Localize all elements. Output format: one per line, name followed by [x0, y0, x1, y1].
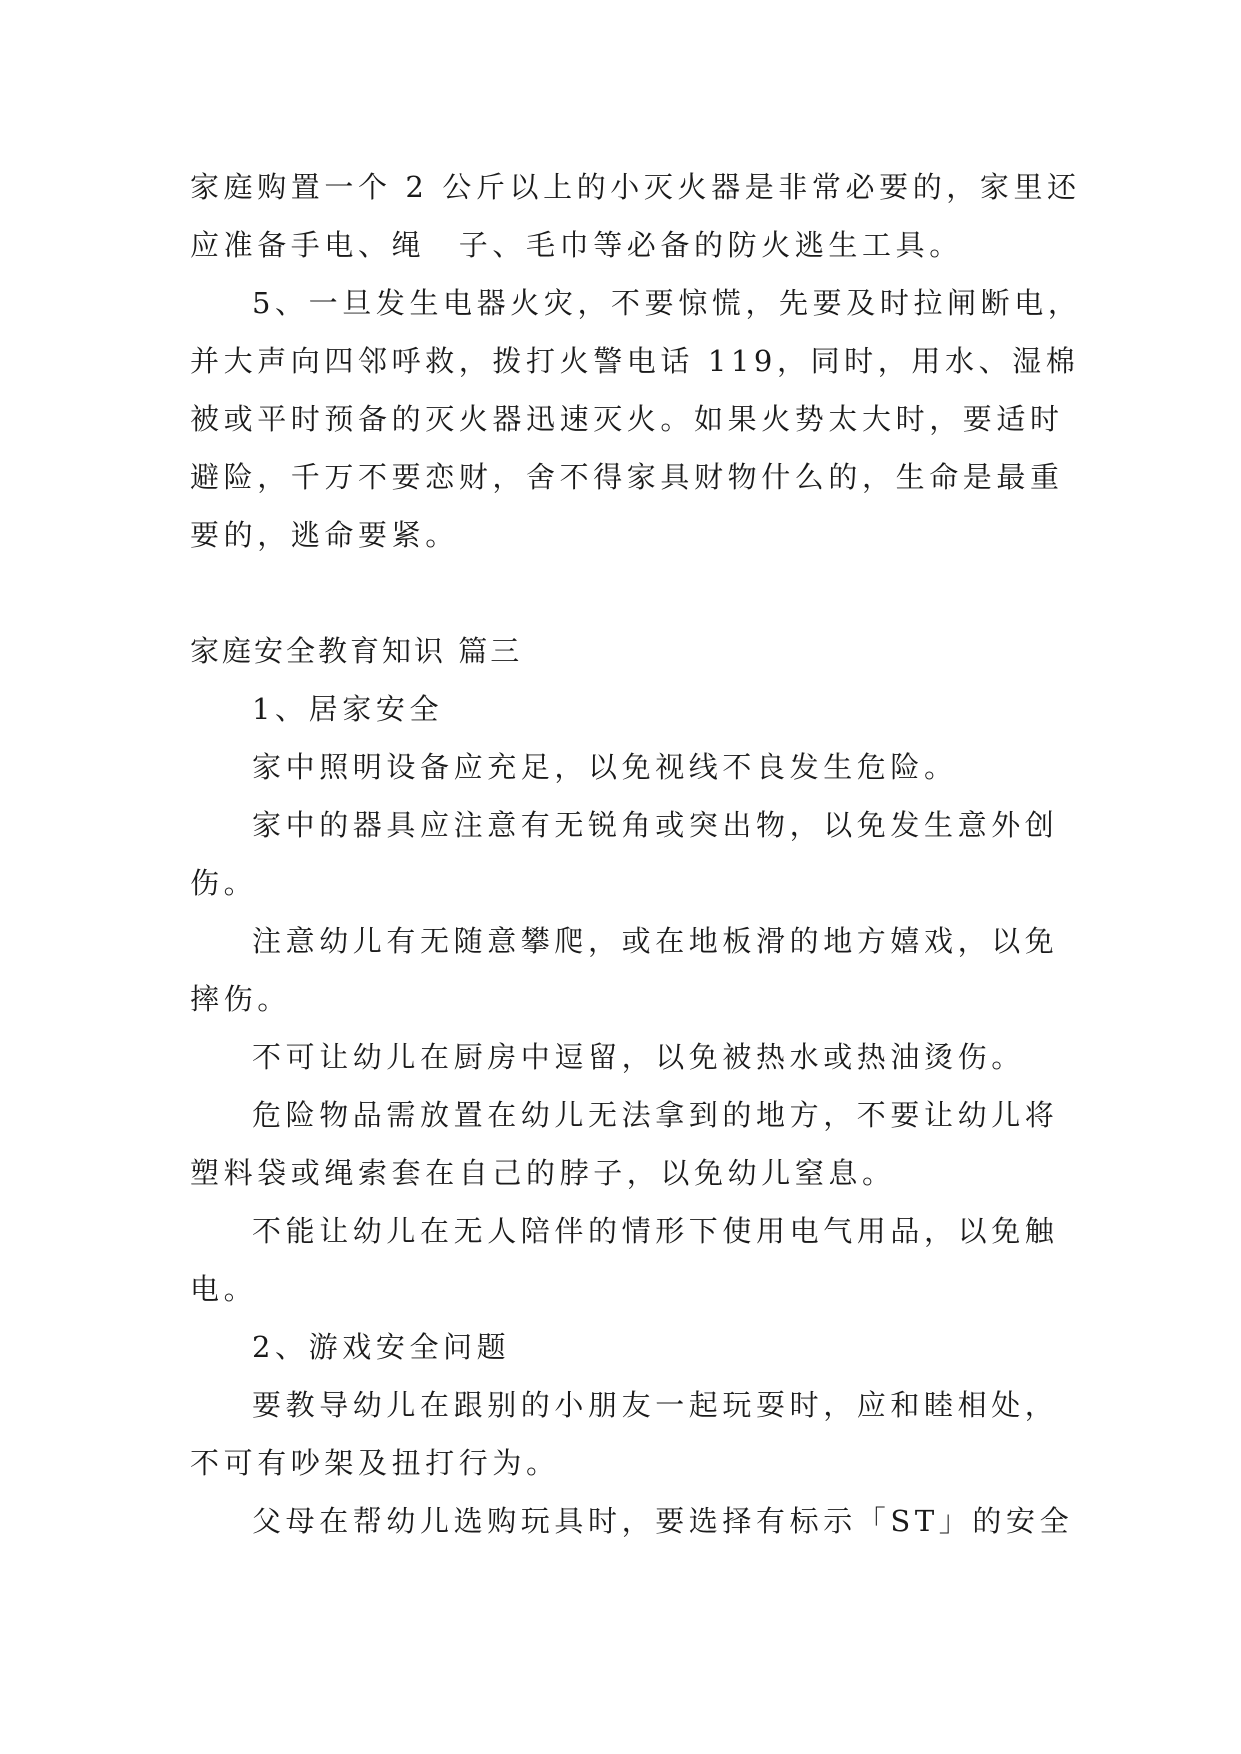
paragraph-line: 要的，逃命要紧。: [190, 518, 459, 552]
paragraph-line: 摔伤。: [190, 982, 291, 1016]
paragraph-line: 家庭购置一个 2 公斤以上的小灭火器是非常必要的，家里还: [190, 170, 1081, 204]
paragraph-line: 父母在帮幼儿选购玩具时，要选择有标示「ST」的安全: [252, 1504, 1074, 1538]
paragraph-line: 塑料袋或绳索套在自己的脖子，以免幼儿窒息。: [190, 1156, 896, 1190]
paragraph-line: 家中的器具应注意有无锐角或突出物，以免发生意外创: [252, 808, 1059, 842]
subsection-heading: 1、居家安全: [252, 692, 444, 726]
paragraph-line: 避险，千万不要恋财，舍不得家具财物什么的，生命是最重: [190, 460, 1064, 494]
paragraph-line: 要教导幼儿在跟别的小朋友一起玩耍时，应和睦相处，: [252, 1388, 1059, 1422]
paragraph-line: 不可让幼儿在厨房中逗留，以免被热水或热油烫伤。: [252, 1040, 1025, 1074]
paragraph-line: 家中照明设备应充足，以免视线不良发生危险。: [252, 750, 958, 784]
section-heading: 家庭安全教育知识 篇三: [190, 634, 523, 668]
paragraph-line: 不可有吵架及扭打行为。: [190, 1446, 560, 1480]
document-body: [190, 158, 1082, 1550]
paragraph-line: 伤。: [190, 866, 258, 900]
paragraph-line: 危险物品需放置在幼儿无法拿到的地方，不要让幼儿将: [252, 1098, 1059, 1132]
paragraph-line: 被或平时预备的灭火器迅速灭火。如果火势太大时，要适时: [190, 402, 1064, 436]
section-spacer: [190, 564, 1060, 622]
paragraph-line: 不能让幼儿在无人陪伴的情形下使用电气用品，以免触: [252, 1214, 1059, 1248]
paragraph-line: 5、一旦发生电器火灾，不要惊慌，先要及时拉闸断电，: [252, 286, 1082, 320]
subsection-heading: 2、游戏安全问题: [252, 1330, 511, 1364]
paragraph-line: 电。: [190, 1272, 258, 1306]
paragraph-line: 并大声向四邻呼救，拨打火警电话 119，同时，用水、湿棉: [190, 344, 1080, 378]
paragraph-line: 注意幼儿有无随意攀爬，或在地板滑的地方嬉戏，以免: [252, 924, 1059, 958]
paragraph-line: 应准备手电、绳 子、毛巾等必备的防火逃生工具。: [190, 228, 963, 262]
